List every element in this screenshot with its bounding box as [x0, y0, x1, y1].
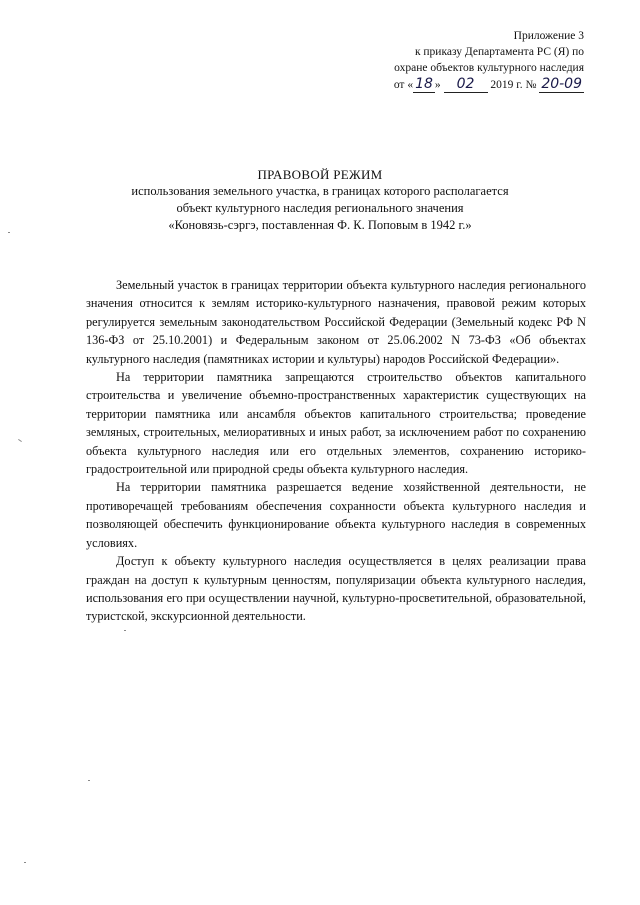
paragraph-2: На территории памятника запрещаются строительство объектов капитального строительства и увеличение объемно-пространственных характеристик существующих на территории памятника или ансамбля объектов капитального строительства; проведение земляных, строительных, мелиоративных и иных работ, за исключением работ по сохранению объекта культурного наследия или его отдельных элементов, сохранению историко-градостроительной или природной среды объекта культурного наследия. — [86, 370, 586, 477]
scan-speck — [124, 630, 126, 631]
document-title: ПРАВОВОЙ РЕЖИМ — [257, 167, 383, 182]
scan-speck — [8, 232, 10, 233]
scan-speck — [24, 862, 26, 863]
paragraph-3: На территории памятника разрешается ведение хозяйственной деятельности, не противоречащей требованиям обеспечения сохранности объекта культурного наследия и позволяющей обеспечить функционирование объекта культурного наследия в современных условиях. — [86, 480, 586, 550]
title-subline-2: объект культурного наследия регионального значения — [176, 201, 464, 215]
scan-speck — [18, 439, 22, 442]
document-body — [86, 276, 586, 626]
handwritten-order-number: 20-09 — [541, 76, 582, 92]
paragraph-1: Земельный участок в границах территории объекта культурного наследия регионального значения относится к землям историко-культурного назначения, правовой режим которых регулируется земельным законодательством Российской Федерации (Земельный кодекс РФ N 136-ФЗ от 25.10.2001) и Федеральным законом от 25.06.2002 N 73-ФЗ «Об объектах культурного наследия (памятниках истории и культуры) народов Российской Федерации». — [86, 278, 586, 366]
document-title-block — [80, 166, 560, 234]
department-name: охране объектов культурного наследия — [394, 62, 584, 74]
title-subline-3: «Коновязь-сэргэ, поставленная Ф. К. Поповым в 1942 г.» — [168, 218, 472, 232]
appendix-number: Приложение 3 — [513, 30, 584, 42]
order-reference: к приказу Департамента РС (Я) по — [414, 46, 584, 58]
date-mid: » — [434, 79, 441, 91]
handwritten-day: 18 — [415, 76, 433, 92]
handwritten-month: 02 — [444, 76, 488, 93]
scan-speck — [88, 780, 90, 781]
year-and-number-label: 2019 г. № — [490, 79, 537, 91]
title-subline-1: использования земельного участка, в границах которого располагается — [131, 184, 509, 198]
date-prefix: от « — [393, 79, 414, 91]
order-date-line — [394, 76, 584, 93]
paragraph-4: Доступ к объекту культурного наследия осуществляется в целях реализации права граждан на доступ к культурным ценностям, популяризации объекта культурного наследия, использования его при осуществлении научной, культурно-просветительной, образовательной, туристской, экскурсионной деятельности. — [86, 554, 586, 624]
appendix-header — [354, 28, 584, 93]
